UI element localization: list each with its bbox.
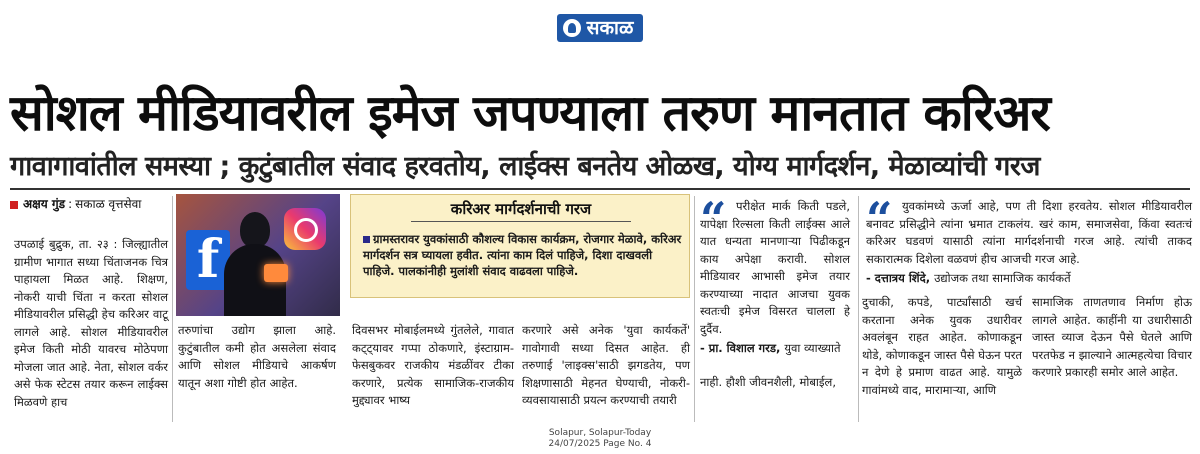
box-title: करिअर मार्गदर्शनाची गरज <box>450 200 592 218</box>
social-media-photo <box>176 194 340 316</box>
quote-signature <box>700 340 850 358</box>
news-agency: सकाळ वृत्तसेवा <box>75 197 142 211</box>
byline-separator: : <box>68 197 73 211</box>
sakal-logo-icon <box>563 19 581 37</box>
quote-author-role: युवा व्याख्याते <box>784 341 841 355</box>
bullet-square-icon <box>363 236 370 243</box>
article-column-7 <box>1032 294 1192 382</box>
author-name: अक्षय गुंड <box>23 197 66 211</box>
column-divider <box>694 196 695 422</box>
red-square-icon <box>10 201 18 209</box>
article-column-1 <box>14 236 168 411</box>
quote-signature <box>866 270 1192 288</box>
quote-dattatray-shinde <box>866 192 1192 288</box>
quote-mark-icon: “ <box>700 192 727 246</box>
subheadline: गावागावांतील समस्या ; कुटुंबातील संवाद हरवतोय, लाईक्स बनतेय ओळख, योग्य मार्गदर्शन, मेळाव्यांची गरज <box>10 151 1040 182</box>
article-column-4 <box>522 322 690 410</box>
divider <box>10 188 1190 190</box>
column-text: दिवसभर मोबाईलमध्ये गुंतलेले, गावात कट्ट्यावर गप्पा ठोकणारे, इंस्टाग्राम-फेसबुकवर राजकीय मंडळींवर टीका करणारे, प्रत्येक सामाजिक-राजकीय मुद्द्यावर भाष्य <box>352 323 514 407</box>
quote-author-role: उद्योजक तथा सामाजिक कार्यकर्ते <box>934 271 1071 285</box>
article-column-2 <box>178 322 336 392</box>
column-text: तरुणांचा उद्योग झाला आहे. कुटुंबातील कमी होत असलेला संवाद आणि सोशल मीडियाचे आकर्षण यातून अशा गोष्टी होत आहेत. <box>178 323 336 390</box>
quote-vishal-garad <box>700 192 850 358</box>
column-text: नाही. हौशी जीवनशैली, मोबाईल, <box>700 375 836 389</box>
instagram-logo-icon <box>284 208 326 250</box>
quote-author: - प्रा. विशाल गरड, <box>700 341 781 355</box>
column-divider <box>172 196 173 422</box>
quote-mark-icon: “ <box>866 192 893 246</box>
column-text: सामाजिक ताणतणाव निर्माण होऊ लागले आहेत. काहींनी या उधारीसाठी जास्त व्याज देऊन पैसे घेतले आणि परतफेड न झाल्याने आत्महत्येचा विचार करणारे प्रकारही समोर आले आहेत. <box>1032 295 1192 379</box>
masthead <box>0 14 1200 44</box>
column-text: उपळाई बुद्रुक, ता. २३ : जिल्ह्यातील ग्रामीण भागात सध्या चिंताजनक चित्र पाहायला मिळत आहे. शिक्षण, नोकरी याची चिंता न करता सोशल मीडियावरील प्रसिद्धी हेच करिअर वाटू लागले आहे. सोशल मीडियावरील इमेज किती मोठी यावरच मोठेपणा मोजला जात आहे. नेता, सोशल वर्कर असे फेक स्टेटस तयार करून लाईक्स मिळवणे हाच <box>14 237 168 409</box>
article-column-5 <box>700 374 850 392</box>
column-text: दुचाकी, कपडे, पार्ट्यांसाठी खर्च करताना अनेक युवक उधारीवर अवलंबून राहत आहेत. कोणाकडून थोडे, कोणाकडून जास्त पैसे घेऊन परत न देणे हे प्रमाण वाढत आहे. यामुळे गावांमध्ये वाद, मारामाऱ्या, आणि <box>862 295 1022 397</box>
column-divider <box>858 196 859 422</box>
brand-name: सकाळ <box>586 17 634 39</box>
date-page-info: 24/07/2025 Page No. 4 <box>548 439 652 449</box>
edition-info: Solapur, Solapur-Today <box>548 428 652 438</box>
box-body <box>363 231 685 279</box>
facebook-logo-icon: f <box>186 230 230 290</box>
headline: सोशल मीडियावरील इमेज जपण्याला तरुण मानतात करिअर <box>10 84 1050 142</box>
quote-author: - दत्तात्रय शिंदे, <box>866 271 931 285</box>
career-guidance-box <box>350 194 690 298</box>
column-text: करणारे असे अनेक 'युवा कार्यकर्ते' गावोगावी सध्या दिसत आहेत. ही तरुणाई 'लाइक्स'साठी झगडतेय, पण शिक्षणासाठी मेहनत घेण्याची, नोकरी-व्यवसायासाठी प्रयत्न करण्याची तयारी <box>522 323 690 407</box>
quote-text: युवकांमध्ये ऊर्जा आहे, पण ती दिशा हरवतेय. सोशल मीडियावरील बनावट प्रसिद्धीने त्यांना भ्रमात टाकलंय. खरं काम, समाजसेवा, किंवा स्वतःचं करिअर घडवणं यासाठी त्यांना मार्गदर्शनाची गरज आहे. त्यांची ताकद सकारात्मक दिशेला वळवणं हीच आजची गरज आहे. <box>866 199 1192 266</box>
article-column-3 <box>352 322 514 410</box>
page-footer <box>0 428 1200 450</box>
byline <box>10 196 141 212</box>
silhouette-head <box>240 212 270 248</box>
sakal-logo <box>557 14 644 42</box>
glowing-phone-icon <box>264 264 288 282</box>
quote-text: परीक्षेत मार्क किती पडले, यापेक्षा रिल्सला किती लाईक्स आले यात धन्यता मानणाऱ्या पिढीकडून काय अपेक्षा करावी. सोशल मीडियावर आभासी इमेज तयार करण्याच्या नादात आजचा युवक स्वतःची इमेज विसरत चालला हे दुर्दैव. <box>700 199 850 336</box>
box-body-text: ग्रामस्तरावर युवकांसाठी कौशल्य विकास कार्यक्रम, रोजगार मेळावे, करिअर मार्गदर्शन सत्र घ्यायला हवीत. त्यांना काम दिलं पाहिजे, दिशा दाखवली पाहिजे. पालकांनीही मुलांशी संवाद वाढवला पाहिजे. <box>363 232 682 278</box>
article-column-6 <box>862 294 1022 399</box>
box-title-underline <box>411 221 631 222</box>
